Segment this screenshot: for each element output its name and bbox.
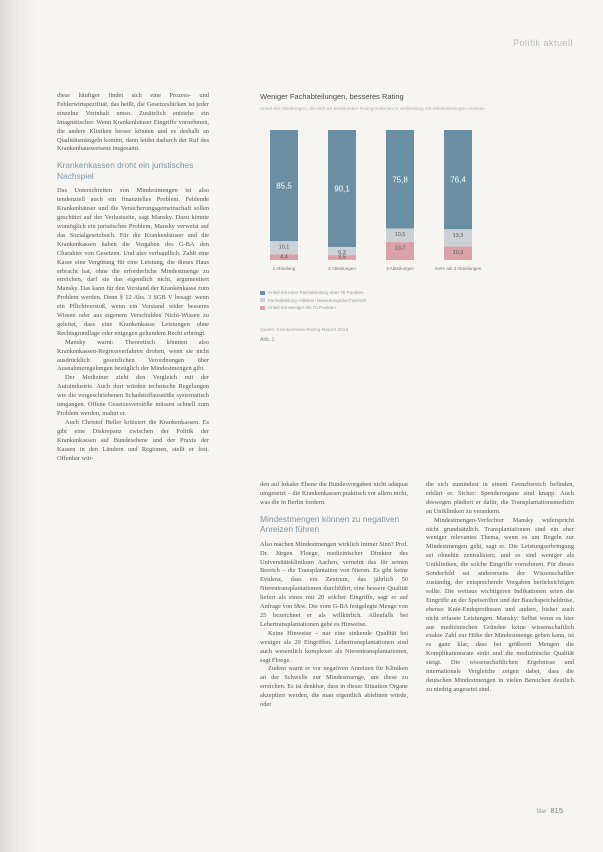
paragraph: Das Unterschreiten von Mindestmengen ist also tendenziell auch ein finanzielles Problem. Fehlende Krankenhäuser und die Versicherungsgemeinschaft sollen geschützt auf der Verlustseite, sagt Mansky. Dazu könnte womöglich ein juristisches Problem, Mansky verweist auf das Sozialgesetzbuch. Für die Krankenhäuser und die Krankenkassen haben die Vorgaben des G-BA den Charakter von Gesetzen. Und also verhandlich. Zahlt eine Kasse eine Vergütung für eine Leistung, die dieses Haus erbracht hat, ohne die erforderliche Mindestmenge zu erreichen, darf sie das eigentlich nicht, argumentiert Mansky. Das kann für den Vorstand der Krankenkasse zum Problem werden. Denn § 12 Abs. 3 SGB V besagt: wenn ein Pflichtverstoß, wenn ein Vorstand wider besseres Wissen oder aus eigenem Verschulden Nicht-Wissen zu geleitet, dass eine Krankenkasse Leistungen ohne Rechtsgrundlage oder entgegen geltendem Recht erbringt.: [57, 187, 209, 337]
category-label: 1 Abteilung: [272, 266, 296, 271]
chart-legend: [260, 289, 366, 312]
paragraph: Auch Christof Heller kritisiert die Krankenkassen. Es gibt eine Diskrepanz zwischen der Politik der Krankenkassen auf Bundesebene und der Praxis der Kassen in den Ländern und Regionen, stellt er fest. Offenbar wür-: [57, 418, 209, 462]
chart-plot: [260, 122, 496, 287]
paragraph: Mindestmengen-Verfechter Mansky widerspricht nicht grundsätzlich. Transplantationen sind ein eher weniger relevantes Thema, wenn es um Regeln zur Mindestmengen geht, sagt er. Die Leistungserbringung sei ohnehin zentralisiert, und es sind weniger als Unikliniken, die solche Eingriffe vornehmen. Für dieses Sonderfeld sei andererseits der Wissenschaftler zuständig, der entsprechende Vorgaben berücksichtigen sollte. Die weitaus wichtigeren Indikationen seien die Eingriffe an der Speiseröhre und der Bauchspeicheldrüse, ebenso Knie-Endoprothesen und andere, bisher auch nicht erfasste Leistungen. Mansky: Selbst wenn es hier aus medizinischen Gründen keine wissenschaftlich exakte Zahl zur Höhe der Mindestmenge geben kann, ist es ganz klar, dass bei größeren Mengen die Komplikationsrate sinkt und die medizinische Qualität steigt. Die wissenschaftlichen Ergebnisse und internationale Vergleiche zeigen dabei, dass die deutschen Mindestmengen in vielen Bereichen deutlich zu niedrig angesetzt sind.: [426, 516, 574, 693]
page-number: 815: [550, 806, 563, 815]
bar-chart: [260, 92, 496, 347]
section-header: Politik aktuell: [512, 38, 573, 48]
data-label: 13,3: [452, 232, 464, 239]
legend-swatch: [260, 298, 265, 302]
journal-label: f&w: [536, 809, 547, 815]
data-label: 4,4: [280, 254, 288, 261]
figure-label: Abb. 1: [260, 337, 275, 343]
chart-source: Quelle: Krankenhaus-Rating-Report 2015: [260, 328, 349, 333]
data-label: 10,3: [452, 250, 464, 257]
paragraph: diese häufiger findet sich eine Prozess- und Fehlerwirtspezifität, das heißt, die Gesetzeslücken ist jeder einzelne Vorinhalt umso. Zusätzlich entstehe ein Imagnetischer. Wenn Krankenhäuser Eingriffe vornehmen, die andere Kliniken besser können und es deshalb an Qualitätsmängeln kommt, dann leidet dadurch der Ruf des Krankenhausweisens insgesamt.: [57, 92, 209, 153]
paragraph: Also machen Mindestmengen wirklich immer Sinn? Prof. Dr. Jürgen Floege, medizinischer Direktor des Universitätsklinikum Aachen, verneint das für seinen Bereich – die Transplantation von Nieren. Es gibt keine Evidenz, dass ein Zentrum, das jährlich 50 Nierentransplantationen durchführt, eine bessere Qualität liefert als eines mit 20 solcher Eingriffe, sagt er auf Anfrage von f&w. Die vom G-BA festgelegte Menge von 25 bezeichnet er als willkürlich. Allenfalls bei Lebertransplantationen gebe es Hinweise.: [260, 540, 408, 628]
category-label: mehr als 3 Abteilungen: [434, 266, 482, 271]
legend-item: [260, 289, 366, 297]
text-column-3: [426, 481, 574, 695]
page-footer: [536, 806, 563, 815]
data-label: 10,5: [394, 232, 406, 239]
subheading: Mindestmengen können zu negativen Anreizen führen: [260, 513, 400, 535]
paragraph: Zudem warnt er vor negativen Anreizen für Kliniken an der Schwelle zur Mindestmenge, um diese zu erreichen. Es ist denkbar, dass in dieser Situation Organe akzeptiert werden, die man eigentlich ablehnen würde, oder: [260, 665, 408, 709]
chart-title: Weniger Fachabteilungen, besseres Rating: [260, 92, 404, 101]
category-label: 3 Abteilungen: [386, 266, 414, 271]
data-label: 6,3: [338, 249, 346, 256]
paragraph: Mansky warnt: Theoretisch könnten also Krankenkassen-Regressverfahren drohen, wenn sie nicht ausdrücklich gesetzlichen Verordnungen über Ausnahmeregelungen bezüglich der Mindestmengen gibt.: [57, 338, 209, 373]
legend-item: [260, 304, 366, 312]
paragraph: Keine Hinweise – nur eine sinkende Qualität bei weniger als 20 Eingriffen. Lebertransplantationen sind auch wesentlich komplexer als Nierentransplantationen, sagt Floege.: [260, 629, 408, 664]
legend-label: Anteil mit einer Fachabteilung über 70 Punkten: [268, 290, 364, 296]
data-label: 76,4: [450, 175, 466, 185]
data-label: 3,5: [338, 254, 346, 261]
text-column-1: [57, 92, 209, 463]
paragraph: die sich zumindest in einem Grenzbereich befinden, erklärt er. Sicher: Spenderorgane sind knapp. Auch deswegen plädiert er dafür, die Transplantationsmedizin an Unikliniken zu verankern.: [426, 481, 574, 515]
legend-label: Fachabteilung mittleren Bewertungsdurchschnitt: [268, 297, 367, 303]
legend-swatch: [260, 306, 265, 310]
data-label: 85,5: [276, 181, 292, 191]
data-label: 75,8: [392, 175, 408, 185]
legend-label: Anteil mit weniger als 70 Punkten: [268, 305, 336, 311]
text-column-2: [260, 481, 408, 710]
paragraph: den auf lokaler Ebene die Bundesvorgaben nicht adäquat umgesetzt – die Krankenkassen praktisch vor allem nicht, was die in Berlin fordern.: [260, 481, 408, 506]
paragraph: Der Mediziner zieht den Vergleich mit der Autoindustrie. Auch dort würden technische Regelungen wie die vorgeschriebenen Schadstoffausstöße systematisch umgangen. Offene Gesetzesverstöße müssen schnell zum Problem werden, mahnt er.: [57, 374, 209, 417]
data-label: 10,1: [278, 244, 290, 251]
chart-subtitle: Anteil der Abteilungen, die sich an bestimmten Rating-Kriterien in Verbindung mit Mindestmengen messen: [260, 107, 486, 112]
data-label: 13,7: [394, 245, 406, 252]
data-label: 90,1: [334, 184, 350, 194]
subheading: Krankenkassen droht ein juristisches Nachspiel: [57, 160, 194, 181]
legend-item: [260, 297, 366, 305]
legend-swatch: [260, 291, 265, 295]
category-label: 2 Abteilungen: [328, 266, 356, 271]
